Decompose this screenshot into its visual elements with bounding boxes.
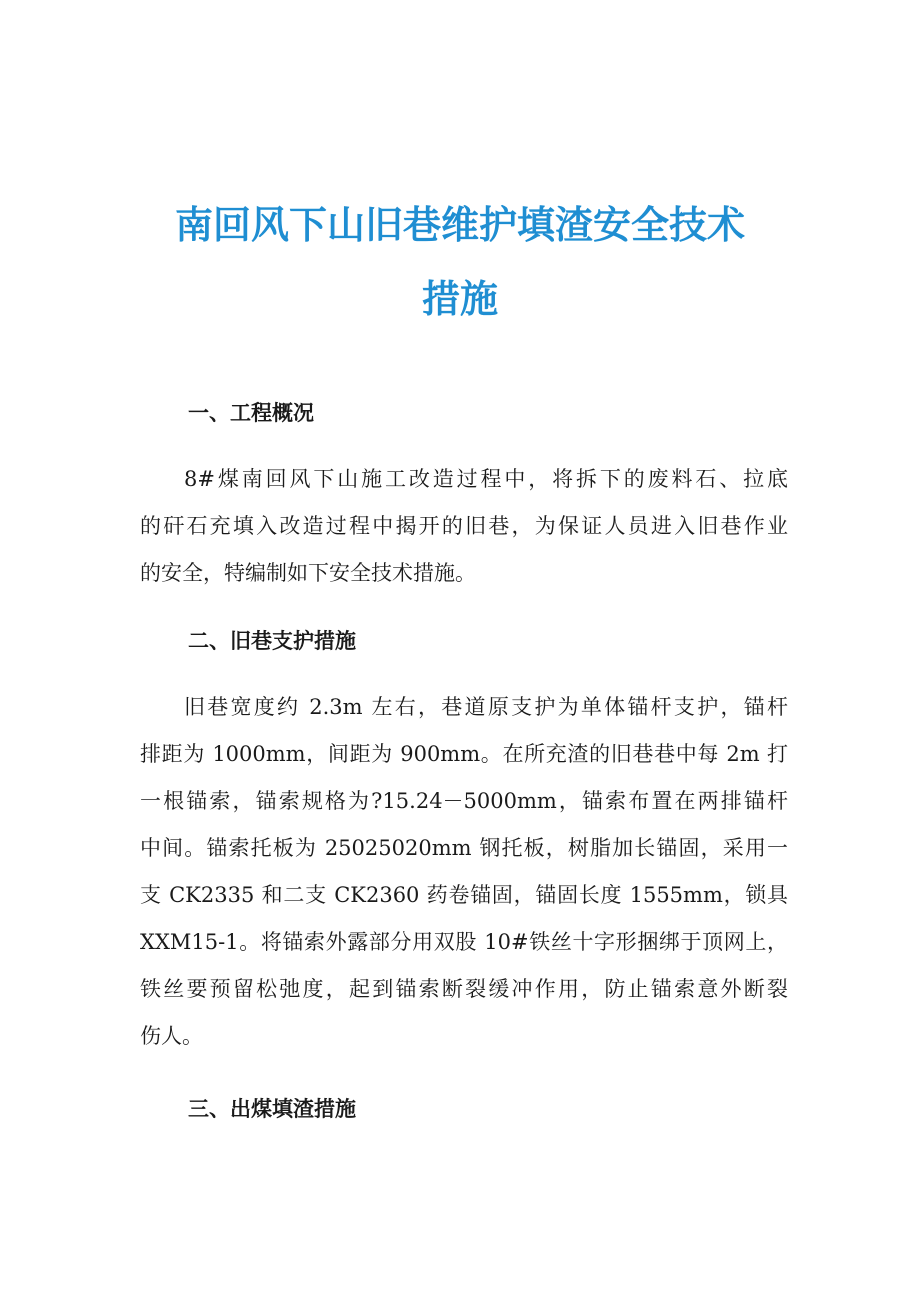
- paragraph-line: 伤人。: [140, 1024, 203, 1048]
- section-2-heading: 二、旧巷支护措施: [188, 628, 356, 653]
- paragraph-line: XXM15-1。将锚索外露部分用双股 10#铁丝十字形捆绑于顶网上，: [140, 930, 788, 954]
- paragraph-line: 中间。锚索托板为 25025020mm 钢托板，树脂加长锚固，采用一: [140, 836, 788, 860]
- section-1-heading: 一、工程概况: [188, 400, 314, 425]
- title-line-1: 南回风下山旧巷维护填渣安全技术: [174, 203, 745, 247]
- section-1-paragraph: [140, 456, 788, 597]
- paragraph-line: 8#煤南回风下山施工改造过程中，将拆下的废料石、拉底: [184, 467, 788, 491]
- section-3-heading: 三、出煤填渣措施: [188, 1096, 356, 1121]
- paragraph-line: 铁丝要预留松弛度，起到锚索断裂缓冲作用，防止锚索意外断裂: [140, 977, 788, 1001]
- title-line-2: 措施: [421, 277, 498, 321]
- paragraph-line: 支 CK2335 和二支 CK2360 药卷锚固，锚固长度 1555mm，锁具: [140, 883, 788, 907]
- paragraph-line: 一根锚索，锚索规格为?15.24－5000mm，锚索布置在两排锚杆: [140, 789, 788, 813]
- section-2-paragraph: [140, 684, 788, 1060]
- paragraph-line: 的安全，特编制如下安全技术措施。: [140, 561, 476, 585]
- paragraph-line: 的矸石充填入改造过程中揭开的旧巷，为保证人员进入旧巷作业: [140, 514, 788, 538]
- paragraph-line: 旧巷宽度约 2.3m 左右，巷道原支护为单体锚杆支护，锚杆: [184, 695, 788, 719]
- paragraph-line: 排距为 1000mm，间距为 900mm。在所充渣的旧巷巷中每 2m 打: [140, 742, 788, 766]
- document-title: [120, 188, 800, 336]
